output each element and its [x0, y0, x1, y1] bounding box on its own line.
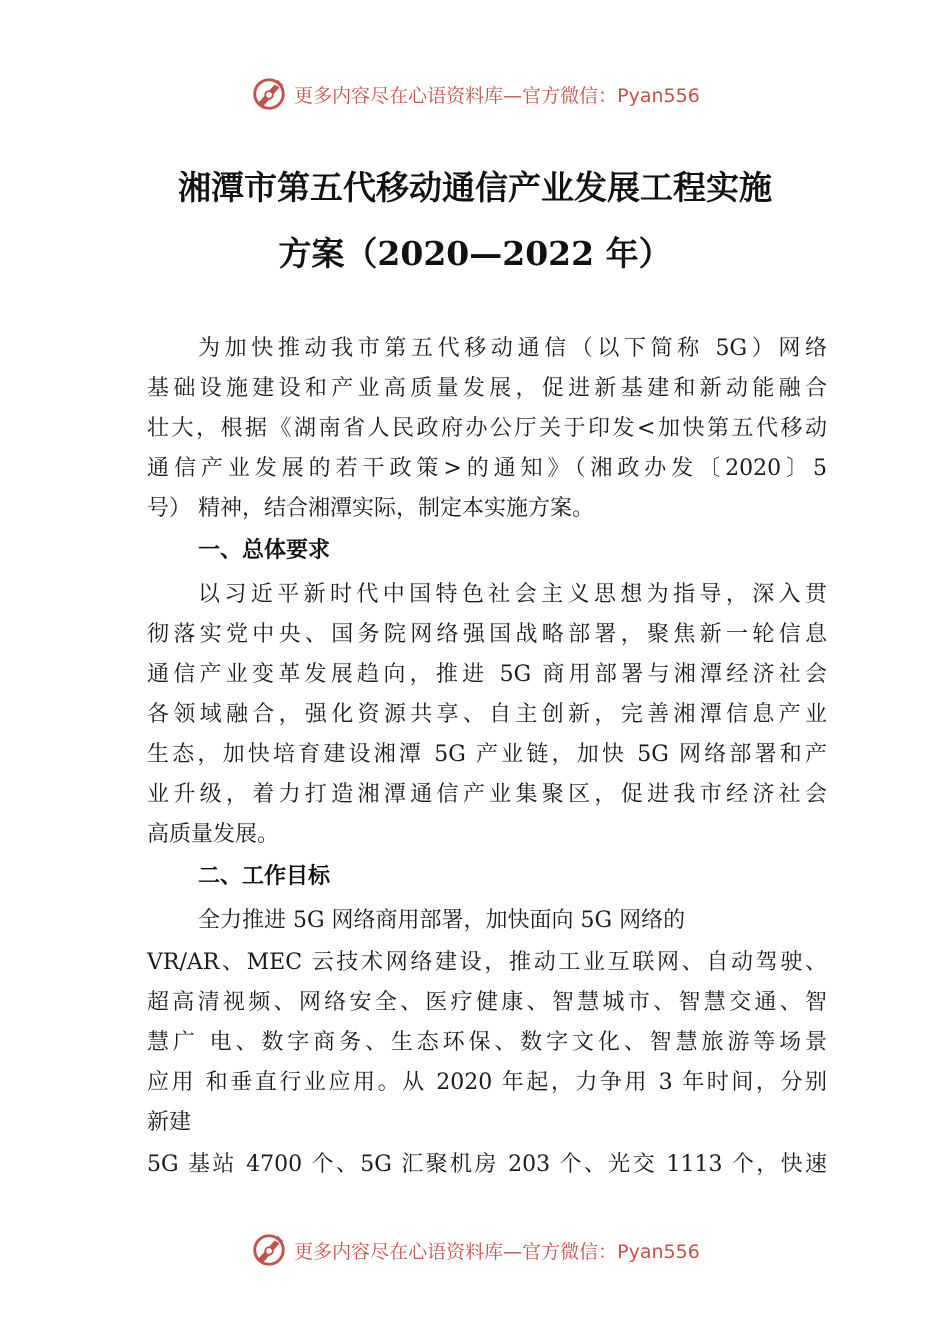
- section-heading-1: 一、总体要求: [198, 538, 331, 563]
- section1-line-4: 各领域融合，强化资源共享、自主创新，完善湘潭信息产业: [147, 702, 827, 727]
- section1-line-2: 彻落实党中央、国务院网络强国战略部署，聚焦新一轮信息: [147, 622, 827, 647]
- watermark-text: 更多内容尽在心语资料库—官方微信：Pyan556: [294, 84, 700, 107]
- section2-line-3: 超高清视频、网络安全、医疗健康、智慧城市、智慧交通、智: [147, 990, 827, 1015]
- section1-line-5: 生态，加快培育建设湘潭 5G 产业链，加快 5G 网络部署和产: [147, 742, 827, 767]
- section1-line-6: 业升级，着力打造湘潭通信产业集聚区，促进我市经济社会: [147, 782, 827, 807]
- section2-line-7: 5G 基站 4700 个、5G 汇聚机房 203 个、光交 1113 个，快速: [147, 1152, 827, 1177]
- section1-line-3: 通信产业变革发展趋向，推进 5G 商用部署与湘潭经济社会: [147, 662, 827, 687]
- intro-line-3: 壮大，根据《湖南省人民政府办公厅关于印发<加快第五代移动: [147, 416, 827, 441]
- document-title-line-2: 方案（2020—2022 年）: [278, 234, 672, 273]
- brand-logo-icon: [250, 1231, 288, 1269]
- section2-line-4: 慧广 电、数字商务、生态环保、数字文化、智慧旅游等场景: [147, 1030, 827, 1055]
- intro-line-1: 为加快推动我市第五代移动通信（以下简称 5G）网络: [198, 336, 827, 361]
- watermark-banner-top: [0, 72, 950, 116]
- section2-line-2: VR/AR、MEC 云技术网络建设，推动工业互联网、自动驾驶、: [147, 950, 827, 975]
- section-heading-2: 二、工作目标: [198, 864, 331, 889]
- watermark-banner-bottom: [0, 1228, 950, 1272]
- intro-line-2: 基础设施建设和产业高质量发展，促进新基建和新动能融合: [147, 376, 827, 401]
- section2-line-1: 全力推进 5G 网络商用部署，加快面向 5G 网络的: [198, 908, 686, 933]
- intro-line-5: 号） 精神，结合湘潭实际，制定本实施方案。: [147, 496, 594, 521]
- section2-line-5: 应用 和垂直行业应用。从 2020 年起，力争用 3 年时间，分别: [147, 1070, 827, 1095]
- brand-logo-icon: [250, 75, 288, 113]
- document-title-line-1: 湘潭市第五代移动通信产业发展工程实施: [178, 168, 772, 207]
- section1-line-7: 高质量发展。: [147, 822, 280, 847]
- watermark-text: 更多内容尽在心语资料库—官方微信：Pyan556: [294, 1240, 700, 1263]
- section1-line-1: 以习近平新时代中国特色社会主义思想为指导，深入贯: [198, 582, 827, 607]
- intro-line-4: 通信产业发展的若干政策>的通知》（湘政办发〔2020〕5: [147, 456, 827, 481]
- section2-line-6: 新建: [147, 1110, 192, 1135]
